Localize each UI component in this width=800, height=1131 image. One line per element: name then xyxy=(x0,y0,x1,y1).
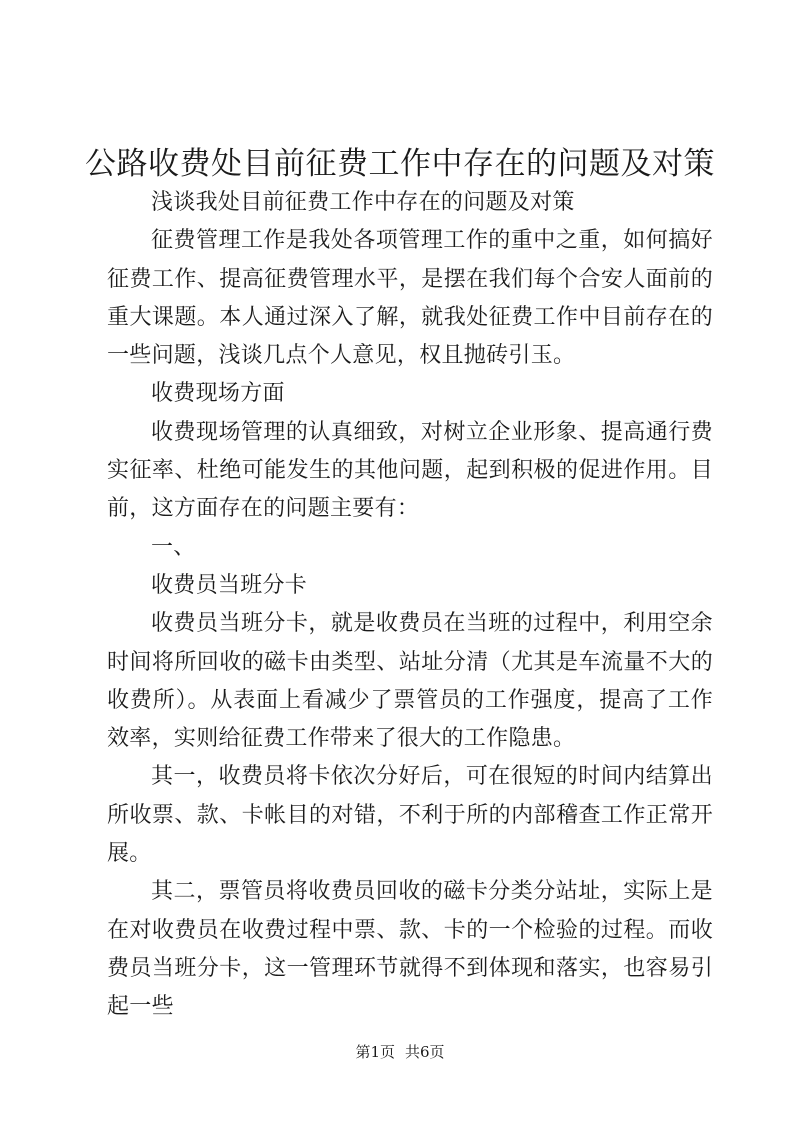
paragraph: 征费管理工作是我处各项管理工作的重中之重，如何搞好征费工作、提高征费管理水平，是摆在我们每个合安人面前的重大课题。本人通过深入了解，就我处征费工作中目前存在的一些问题，浅谈几点个人意见，权且抛砖引玉。 xyxy=(107,228,713,369)
paragraph: 其二，票管员将收费员回收的磁卡分类分站址，实际上是在对收费员在收费过程中票、款、卡的一个检验的过程。而收费员当班分卡，这一管理环节就得不到体现和落实，也容易引起一些 xyxy=(107,879,713,1020)
list-marker: 一、 xyxy=(151,534,196,560)
paragraph-subtitle: 浅谈我处目前征费工作中存在的问题及对策 xyxy=(151,190,575,215)
document-title: 公路收费处目前征费工作中存在的问题及对策 xyxy=(85,146,715,182)
page-number: 第1页 xyxy=(355,1043,395,1061)
document-body xyxy=(107,184,713,1027)
page-footer xyxy=(0,1042,800,1062)
section-heading: 收费员当班分卡 xyxy=(151,572,308,598)
paragraph: 收费员当班分卡，就是收费员在当班的过程中，利用空余时间将所回收的磁卡由类型、站址分清（尤其是车流量不大的收费所）。从表面上看减少了票管员的工作强度，提高了工作效率，实则给征费工作带来了很大的工作隐患。 xyxy=(107,611,713,752)
paragraph: 其一，收费员将卡依次分好后，可在很短的时间内结算出所收票、款、卡帐目的对错，不利于所的内部稽查工作正常开展。 xyxy=(107,764,713,867)
paragraph: 收费现场管理的认真细致，对树立企业形象、提高通行费实征率、杜绝可能发生的其他问题，起到积极的促进作用。目前，这方面存在的问题主要有： xyxy=(107,419,713,522)
section-heading: 收费现场方面 xyxy=(151,381,285,407)
page-total: 共6页 xyxy=(405,1043,445,1061)
